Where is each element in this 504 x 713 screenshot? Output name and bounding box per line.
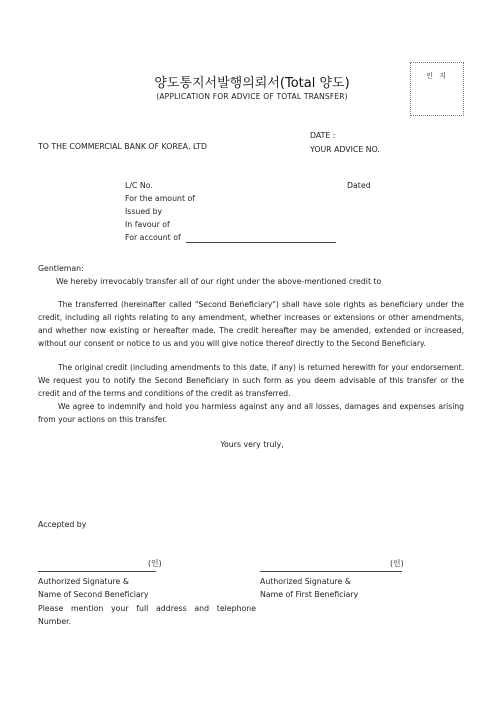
closing-phrase: Yours very truly, xyxy=(220,440,284,449)
second-beneficiary-signature-label: Authorized Signature & xyxy=(38,577,129,586)
revenue-stamp-box xyxy=(410,62,464,116)
paragraph-rights: The transferred (hereinafter called "Second Beneficiary") shall have sole rights as beneficiary under the credit, including all rights relating to any amendment, whether increases or extensions or other amendments, and whether now existing or hereafter made. The credit hereafter may be amended, extended or increased, without our consent or notice to us and you will give notice thereof directly to the Second Beneficiary. xyxy=(38,300,464,348)
paragraph-indemnify: We agree to indemnify and hold you harmless against any and all losses, damages and expenses arising from your actions on this transfer. xyxy=(38,402,464,424)
salutation: Gentleman: xyxy=(38,264,84,273)
address-note-line2: Number. xyxy=(38,617,72,626)
revenue-stamp-label: 인 지 xyxy=(426,72,448,80)
date-label: DATE : xyxy=(310,131,336,140)
second-beneficiary-signature-line xyxy=(38,571,156,572)
addressee-bank: TO THE COMMERCIAL BANK OF KOREA, LTD xyxy=(38,142,207,151)
in-favour-label: In favour of xyxy=(125,220,170,229)
first-beneficiary-signature-label: Authorized Signature & xyxy=(260,577,351,586)
dated-label: Dated xyxy=(347,181,371,190)
lc-number-label: L/C No. xyxy=(125,181,153,190)
seal-mark-right: (인) xyxy=(390,559,404,568)
page-title: 양도통지서발행의뢰서(Total 양도) xyxy=(154,76,350,91)
first-beneficiary-signature-line xyxy=(260,571,402,572)
first-beneficiary-name-label: Name of First Beneficiary xyxy=(260,590,359,599)
address-note-line1: Please mention your full address and telephone xyxy=(38,604,256,613)
account-of-label: For account of xyxy=(125,233,181,242)
paragraph-original-credit: The original credit (including amendments to this date, if any) is returned herewith for your endorsement. We request you to notify the Second Beneficiary in such form as you deem advisable of this transfer or the credit and of the terms and conditions of the credit as transferred. xyxy=(38,363,464,398)
amount-label: For the amount of xyxy=(125,194,196,203)
page-subtitle: (APPLICATION FOR ADVICE OF TOTAL TRANSFER) xyxy=(156,92,348,101)
account-of-underline xyxy=(186,242,336,243)
second-beneficiary-name-label: Name of Second Beneficiary xyxy=(38,590,149,599)
advice-number-label: YOUR ADVICE NO. xyxy=(310,145,380,154)
issued-by-label: Issued by xyxy=(125,207,163,216)
accepted-by-label: Accepted by xyxy=(38,520,87,529)
seal-mark-left: (인) xyxy=(148,559,162,568)
transfer-intro: We hereby irrevocably transfer all of our right under the above-mentioned credit to xyxy=(56,277,382,286)
